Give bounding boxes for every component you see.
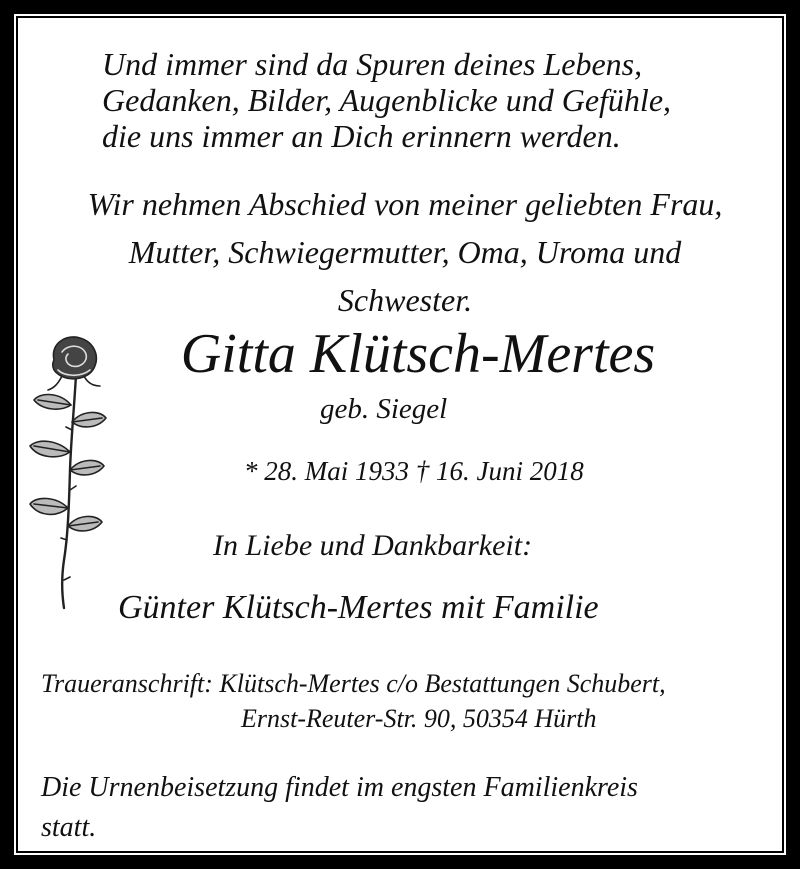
- farewell-line: Mutter, Schwiegermutter, Oma, Uroma und: [128, 234, 682, 270]
- rose-icon: [24, 330, 114, 615]
- life-dates: * 28. Mai 1933 † 16. Juni 2018: [244, 456, 584, 486]
- mourners-intro: In Liebe und Dankbarkeit:: [213, 529, 533, 562]
- burial-note: [41, 768, 638, 848]
- poem-line: Und immer sind da Spuren deines Lebens,: [102, 46, 643, 82]
- farewell-line: Wir nehmen Abschied von meiner geliebten Frau,: [87, 186, 723, 222]
- mourning-address-line-1: Traueranschrift: Klütsch-Mertes c/o Bestattungen Schubert,: [41, 669, 666, 698]
- mourners-family: Günter Klütsch-Mertes mit Familie: [118, 589, 599, 626]
- burial-note-line: statt.: [41, 812, 97, 843]
- mourning-address-line-2: Ernst-Reuter-Str. 90, 50354 Hürth: [241, 704, 597, 733]
- farewell-statement: [40, 180, 770, 324]
- farewell-line: Schwester.: [337, 282, 473, 318]
- poem-line: Gedanken, Bilder, Augenblicke und Gefühle,: [102, 82, 672, 118]
- deceased-name: Gitta Klütsch-Mertes: [180, 323, 656, 385]
- birth-name: geb. Siegel: [320, 393, 448, 425]
- memorial-poem: [102, 46, 671, 154]
- poem-line: die uns immer an Dich erinnern werden.: [102, 118, 621, 154]
- burial-note-line: Die Urnenbeisetzung findet im engsten Familienkreis: [41, 772, 638, 803]
